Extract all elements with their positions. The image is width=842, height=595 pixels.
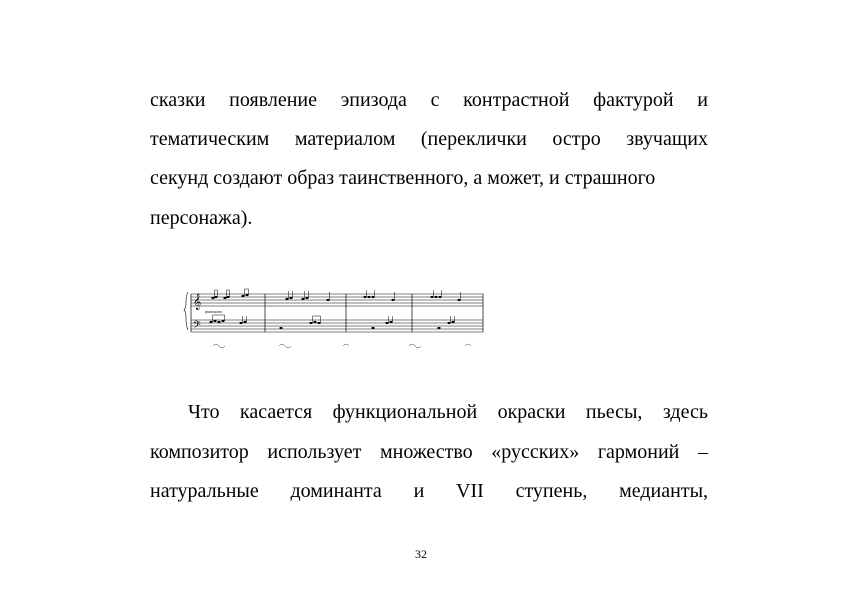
text-line [150, 479, 708, 503]
text-line [150, 440, 708, 464]
word: «русских» [491, 441, 580, 463]
word: контрастной [463, 89, 570, 111]
barlines [191, 294, 483, 332]
word: и [697, 89, 708, 111]
word: сказки [150, 89, 206, 111]
bass-stems [213, 315, 455, 323]
word: звучащих [626, 128, 708, 150]
word: окраски [497, 401, 566, 423]
word: – [697, 441, 708, 463]
word: гармоний [597, 441, 680, 463]
line-text: персонажа). [150, 207, 253, 229]
text-line [150, 127, 708, 151]
word: касается [239, 401, 313, 423]
word: натуральные [150, 480, 259, 502]
treble-clef-icon: 𝄞 [193, 294, 202, 310]
word: здесь [662, 401, 708, 423]
treble-staff [191, 294, 483, 306]
word: остро [552, 128, 601, 150]
word: доминанта [290, 480, 382, 502]
dynamic-marking: pianissimo [205, 309, 223, 314]
word: тематическим [150, 128, 270, 150]
word: материалом [294, 128, 396, 150]
bass-staff [191, 320, 483, 332]
word: фактурой [593, 89, 674, 111]
page-number: 32 [415, 547, 427, 561]
text-line [150, 166, 708, 190]
word: появление [229, 89, 318, 111]
treble-stems [215, 289, 461, 300]
brace [184, 292, 188, 330]
music-score-excerpt [183, 286, 486, 356]
word: множество [379, 441, 473, 463]
text-line [150, 88, 708, 112]
bass-notes [209, 320, 454, 329]
word: использует [267, 441, 362, 463]
word: Что [188, 401, 220, 423]
text-line [188, 400, 708, 424]
word: композитор [150, 441, 249, 463]
word: (переклички [420, 128, 527, 150]
line-text: секунд создают образ таинственного, а может, и страшного [150, 167, 656, 189]
word: с [430, 89, 440, 111]
word: VII [456, 480, 484, 502]
bass-clef-icon: 𝄢 [193, 319, 201, 333]
word: пьесы, [585, 401, 643, 423]
pedal-markings [213, 344, 471, 348]
word: функциональной [332, 401, 478, 423]
word: медианты, [619, 480, 708, 502]
word: и [413, 480, 425, 502]
text-line [150, 206, 708, 230]
word: эпизода [340, 89, 407, 111]
word: ступень, [515, 480, 588, 502]
